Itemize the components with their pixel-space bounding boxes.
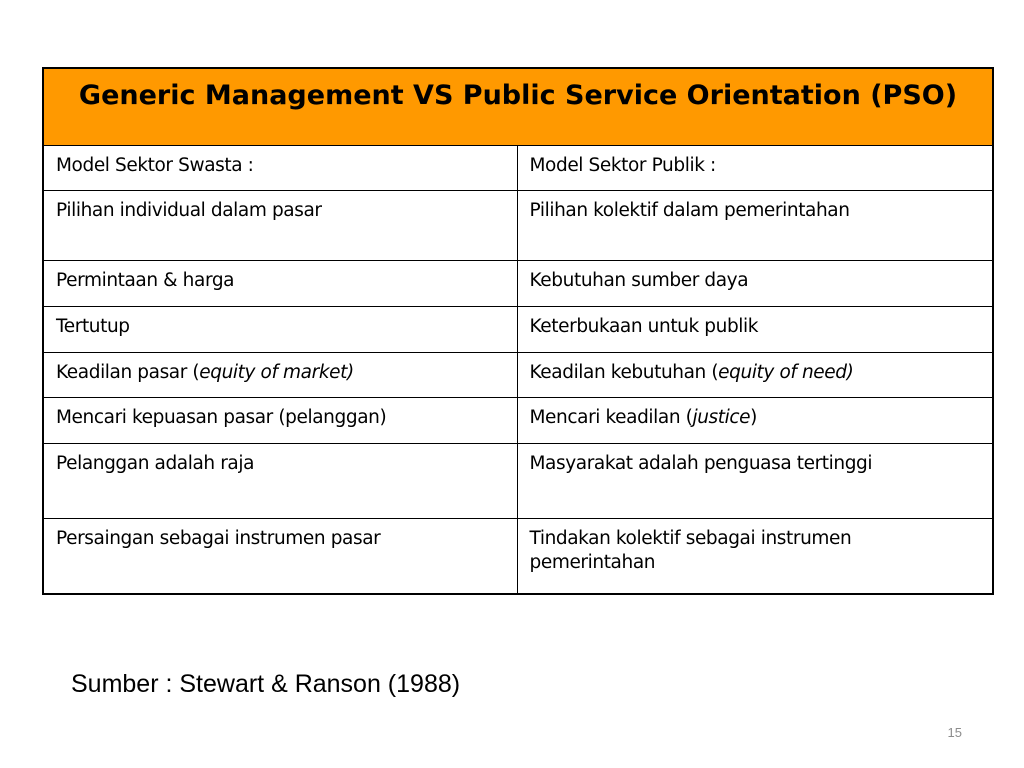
table-row xyxy=(43,443,993,518)
table-header-row xyxy=(43,68,993,145)
cell-private-sector: Tertutup xyxy=(43,306,517,352)
table-row xyxy=(43,352,993,397)
cell-text: Keadilan kebutuhan ( xyxy=(529,361,719,383)
cell-private-sector: Persaingan sebagai instrumen pasar xyxy=(43,518,517,594)
cell-text: ) xyxy=(750,406,757,428)
comparison-table xyxy=(42,67,994,595)
cell-italic-text: equity of need) xyxy=(718,361,854,383)
cell-text: Keadilan pasar ( xyxy=(56,361,200,383)
cell-italic-text: justice xyxy=(692,406,751,428)
cell-private-sector: Pilihan individual dalam pasar xyxy=(43,190,517,260)
table-row xyxy=(43,260,993,306)
table-row xyxy=(43,145,993,190)
cell-public-sector xyxy=(517,352,993,397)
table-row xyxy=(43,306,993,352)
cell-public-sector: Tindakan kolektif sebagai instrumen pemerintahan xyxy=(517,518,993,594)
table-row xyxy=(43,518,993,594)
page-number: 15 xyxy=(947,725,962,740)
cell-public-sector: Pilihan kolektif dalam pemerintahan xyxy=(517,190,993,260)
cell-public-sector: Masyarakat adalah penguasa tertinggi xyxy=(517,443,993,518)
cell-private-sector: Mencari kepuasan pasar (pelanggan) xyxy=(43,397,517,443)
cell-private-sector xyxy=(43,352,517,397)
cell-public-sector: Model Sektor Publik : xyxy=(517,145,993,190)
cell-italic-text: equity of market) xyxy=(199,361,354,383)
source-citation: Sumber : Stewart & Ranson (1988) xyxy=(71,670,461,698)
cell-public-sector: Keterbukaan untuk publik xyxy=(517,306,993,352)
cell-private-sector: Pelanggan adalah raja xyxy=(43,443,517,518)
table-row xyxy=(43,397,993,443)
cell-public-sector: Kebutuhan sumber daya xyxy=(517,260,993,306)
cell-public-sector xyxy=(517,397,993,443)
table-title: Generic Management VS Public Service Orientation (PSO) xyxy=(43,68,993,145)
cell-private-sector: Model Sektor Swasta : xyxy=(43,145,517,190)
cell-private-sector: Permintaan & harga xyxy=(43,260,517,306)
table-row xyxy=(43,190,993,260)
cell-text: Mencari keadilan ( xyxy=(529,406,693,428)
